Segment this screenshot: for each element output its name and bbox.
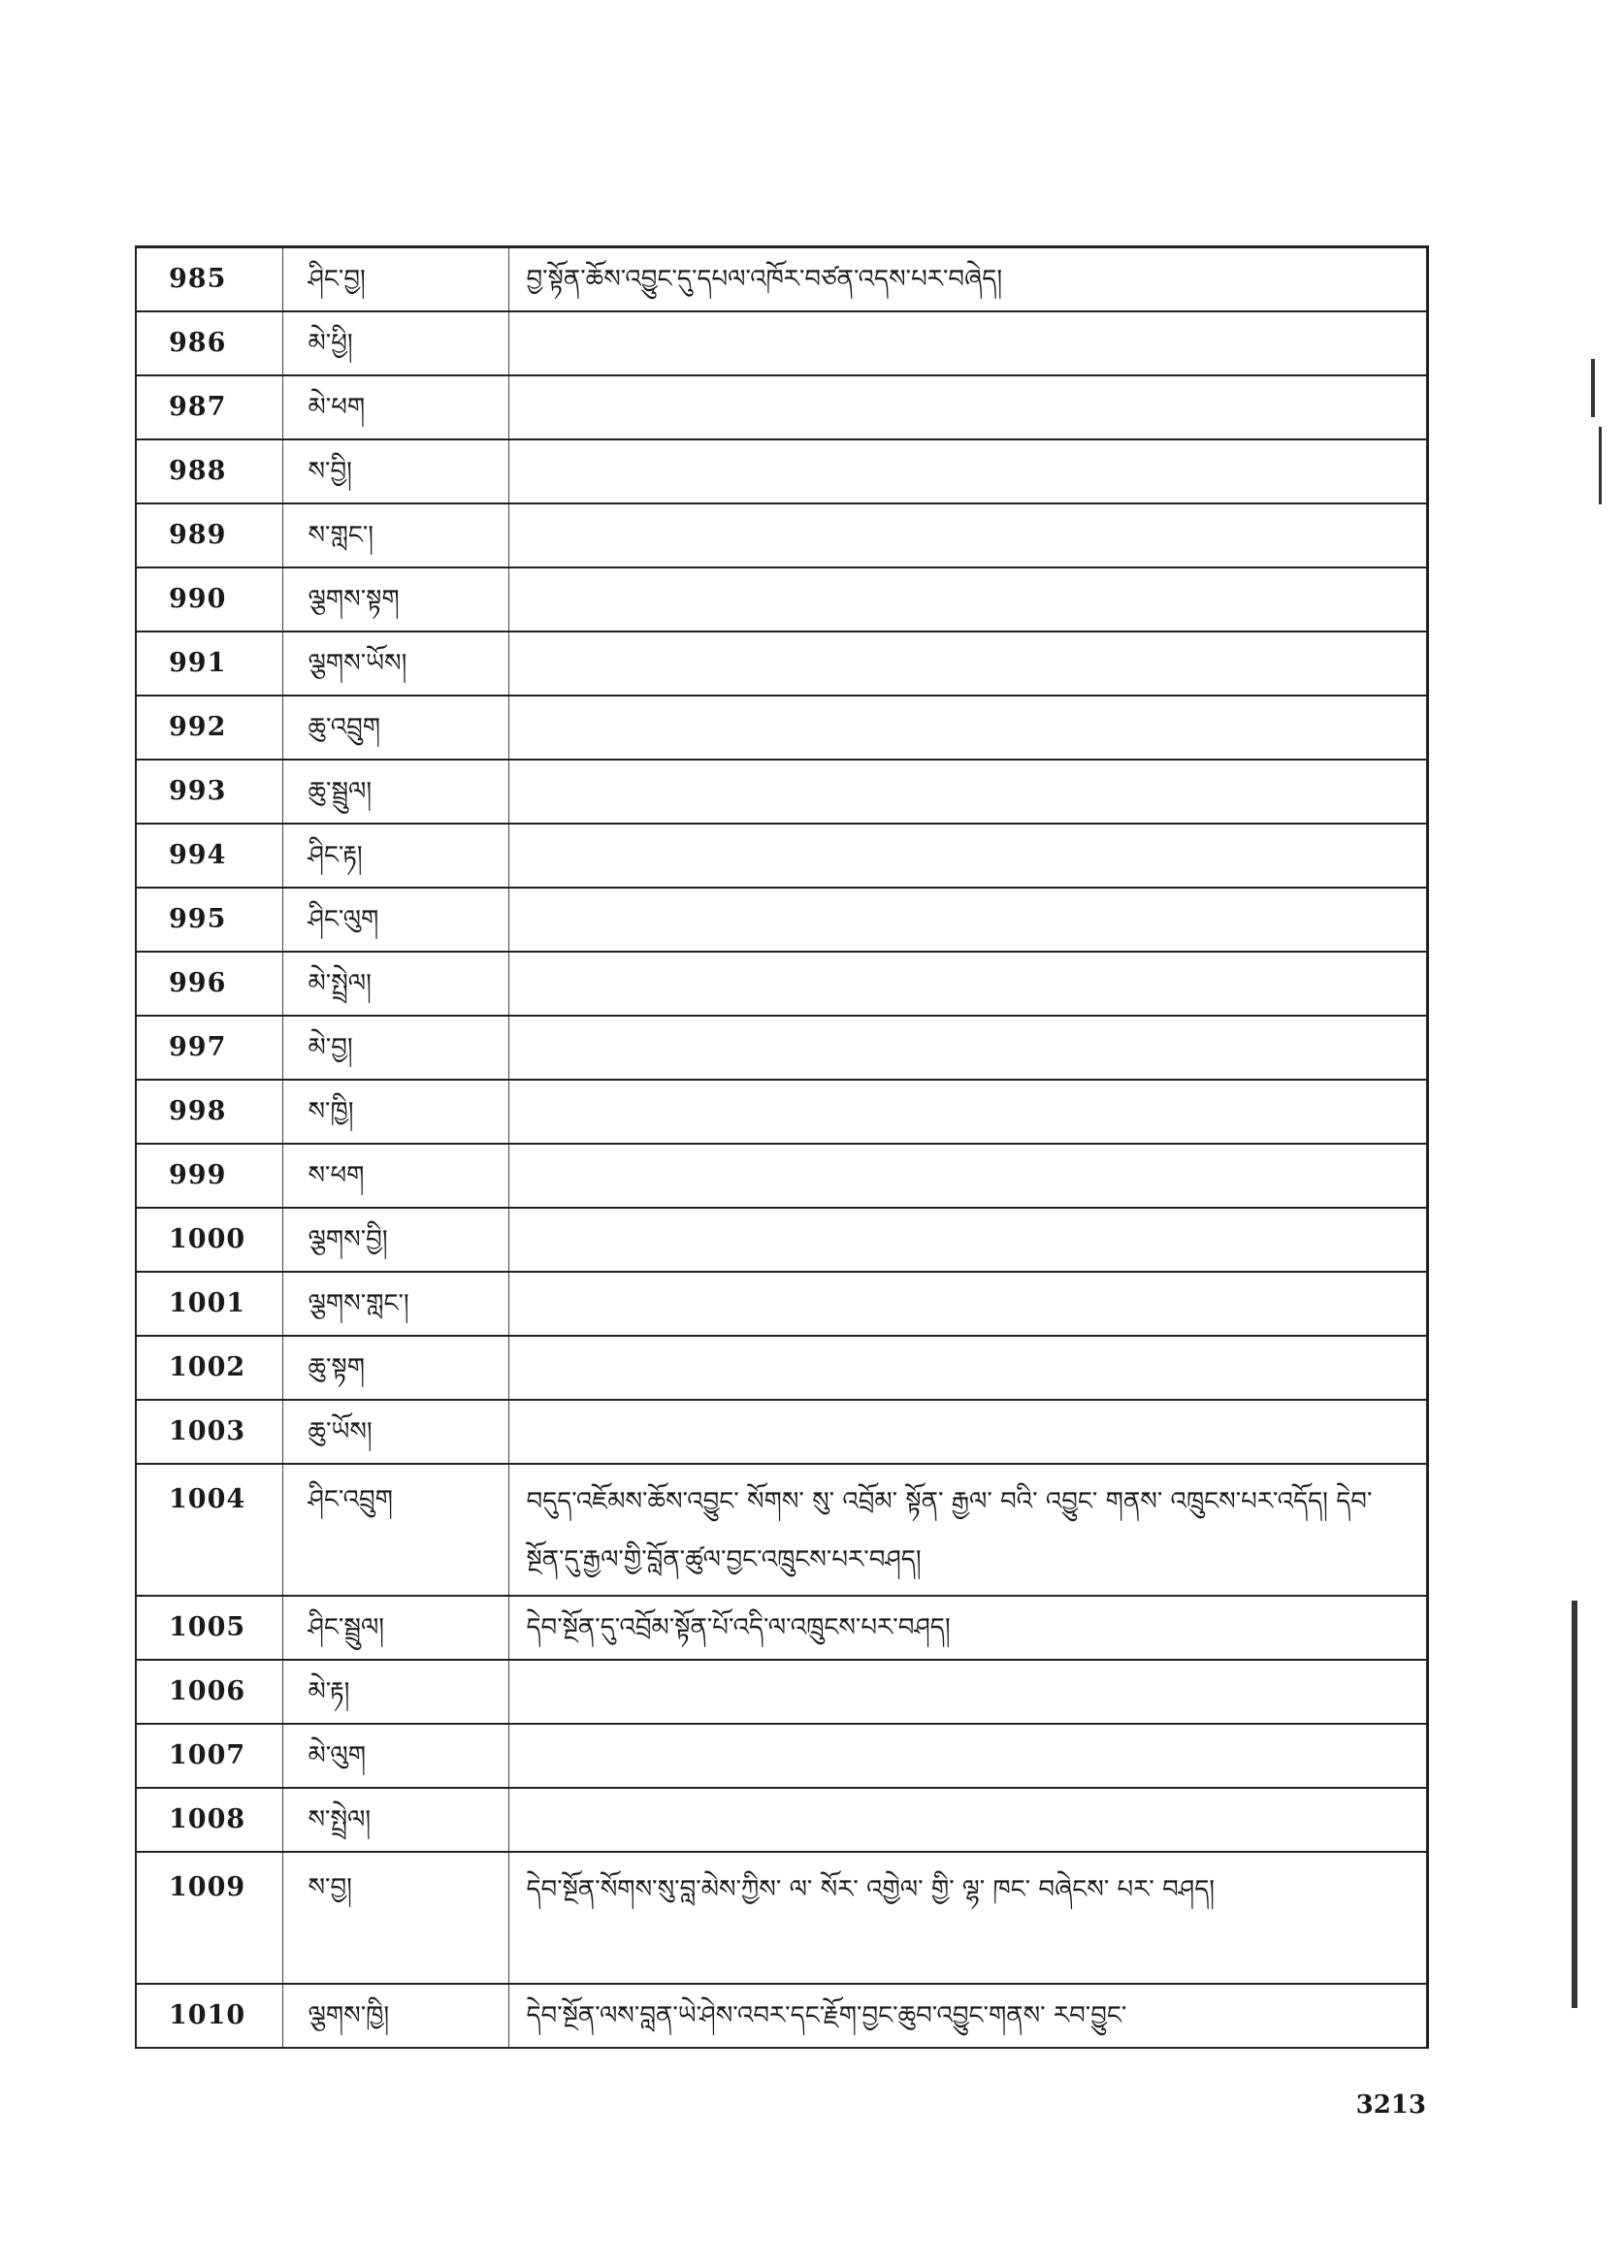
year-name-cell: ལྕགས་གླང་། <box>282 1272 508 1336</box>
table-row <box>136 1144 1427 1208</box>
table-row <box>136 1208 1427 1272</box>
table-row <box>136 1464 1427 1596</box>
table-row <box>136 1272 1427 1336</box>
note-cell <box>508 1724 1427 1788</box>
year-number-cell: 987 <box>136 375 282 439</box>
scan-mark <box>1572 1601 1577 2008</box>
year-number-cell: 989 <box>136 503 282 567</box>
table-row <box>136 888 1427 952</box>
year-number-cell: 1006 <box>136 1660 282 1724</box>
year-number-cell: 994 <box>136 824 282 888</box>
note-cell <box>508 311 1427 375</box>
year-name-cell: མེ་ཕག <box>282 375 508 439</box>
note-cell <box>508 760 1427 824</box>
note-cell <box>508 952 1427 1016</box>
table-row <box>136 311 1427 375</box>
table-row <box>136 1016 1427 1080</box>
year-number-cell: 993 <box>136 760 282 824</box>
year-number-cell: 1005 <box>136 1596 282 1660</box>
table-row <box>136 824 1427 888</box>
note-cell <box>508 696 1427 760</box>
note-cell <box>508 1788 1427 1852</box>
year-name-cell: ཤིང་འབྲུག <box>282 1464 508 1596</box>
note-cell <box>508 632 1427 696</box>
note-cell <box>508 1016 1427 1080</box>
year-name-cell: ས་ཁྱི། <box>282 1080 508 1144</box>
table-row <box>136 1788 1427 1852</box>
year-number-cell: 1003 <box>136 1400 282 1464</box>
page-number: 3213 <box>1355 2090 1426 2120</box>
year-name-cell: ཆུ་སྦྲུལ། <box>282 760 508 824</box>
table-row <box>136 1596 1427 1660</box>
table-row <box>136 632 1427 696</box>
year-name-cell: མེ་ལུག <box>282 1724 508 1788</box>
table-row <box>136 1336 1427 1400</box>
table-row <box>136 503 1427 567</box>
year-name-cell: མེ་བྱ། <box>282 1016 508 1080</box>
table-row <box>136 1852 1427 1984</box>
table-row <box>136 952 1427 1016</box>
note-cell: དེབ་སྔོན་སོགས་སུ་བླ་མེས་ཀྱིས་ ལ་ སོར་ འགྱེལ་ གྱི་ ལྷ་ ཁང་ བཞེངས་ པར་ བཤད། <box>508 1852 1427 1984</box>
table-row <box>136 567 1427 632</box>
note-cell <box>508 1080 1427 1144</box>
year-number-cell: 996 <box>136 952 282 1016</box>
note-cell <box>508 375 1427 439</box>
year-number-cell: 990 <box>136 567 282 632</box>
year-name-cell: ས་སྤྲེལ། <box>282 1788 508 1852</box>
year-number-cell: 1001 <box>136 1272 282 1336</box>
year-name-cell: མེ་ཕྱི། <box>282 311 508 375</box>
table-row <box>136 760 1427 824</box>
year-name-cell: ས་གླང་། <box>282 503 508 567</box>
chronology-table <box>135 245 1429 2049</box>
year-name-cell: ཤིང་སྦྲུལ། <box>282 1596 508 1660</box>
note-cell: བྱ་སྟོན་ཆོས་འབྱུང་དུ་དཔལ་འཁོར་བཙན་འདས་པར་བཞེད། <box>508 247 1427 311</box>
year-name-cell: ལྕགས་སྟག <box>282 567 508 632</box>
year-number-cell: 1009 <box>136 1852 282 1984</box>
year-number-cell: 985 <box>136 247 282 311</box>
year-number-cell: 997 <box>136 1016 282 1080</box>
note-cell <box>508 1144 1427 1208</box>
year-number-cell: 1008 <box>136 1788 282 1852</box>
year-number-cell: 1007 <box>136 1724 282 1788</box>
year-name-cell: ས་བྱ། <box>282 1852 508 1984</box>
year-number-cell: 1002 <box>136 1336 282 1400</box>
year-number-cell: 998 <box>136 1080 282 1144</box>
year-name-cell: མེ་སྤྲེལ། <box>282 952 508 1016</box>
note-cell <box>508 567 1427 632</box>
scan-mark <box>1591 359 1595 417</box>
note-cell <box>508 1660 1427 1724</box>
table-body <box>136 247 1427 2048</box>
table-row <box>136 375 1427 439</box>
year-name-cell: ས་བྱི། <box>282 439 508 503</box>
year-name-cell: ས་ཕག <box>282 1144 508 1208</box>
note-cell <box>508 1272 1427 1336</box>
note-cell <box>508 439 1427 503</box>
year-name-cell: ལྕགས་ཡོས། <box>282 632 508 696</box>
year-number-cell: 1010 <box>136 1984 282 2048</box>
year-name-cell: ཆུ་ཡོས། <box>282 1400 508 1464</box>
year-name-cell: ལྕགས་བྱི། <box>282 1208 508 1272</box>
year-name-cell: མེ་རྟ། <box>282 1660 508 1724</box>
year-number-cell: 1000 <box>136 1208 282 1272</box>
table-row <box>136 1984 1427 2048</box>
year-number-cell: 988 <box>136 439 282 503</box>
year-number-cell: 995 <box>136 888 282 952</box>
scan-mark <box>1599 427 1602 504</box>
table-row <box>136 1660 1427 1724</box>
year-name-cell: ལྕགས་ཁྱི། <box>282 1984 508 2048</box>
year-name-cell: ཆུ་སྟག <box>282 1336 508 1400</box>
year-number-cell: 991 <box>136 632 282 696</box>
year-number-cell: 1004 <box>136 1464 282 1596</box>
note-cell <box>508 1400 1427 1464</box>
note-cell: བདུད་འཇོམས་ཆོས་འབྱུང་ སོགས་ སུ་ འབྲོམ་ སྟོན་ རྒྱལ་ བའི་ འབྱུང་ གནས་ འཁྲུངས་པར་འདོད། དེབ་ སྔོན་དུ་རྒྱལ་གྱི་བློན་ཚུལ་བྱང་འཁྲུངས་པར་བཤད། <box>508 1464 1427 1596</box>
year-number-cell: 999 <box>136 1144 282 1208</box>
note-cell <box>508 1336 1427 1400</box>
table-row <box>136 696 1427 760</box>
note-cell: དེབ་སྔོན་ལས་བླན་ཡེ་ཤེས་འབར་དང་རྗོག་བྱང་ཆུབ་འབྱུང་གནས་ རབ་བྱུང་ <box>508 1984 1427 2048</box>
table-row <box>136 439 1427 503</box>
year-name-cell: ཤིང་རྟ། <box>282 824 508 888</box>
year-number-cell: 992 <box>136 696 282 760</box>
note-cell <box>508 888 1427 952</box>
note-cell <box>508 1208 1427 1272</box>
year-name-cell: ཤིང་ལུག <box>282 888 508 952</box>
table-row <box>136 1400 1427 1464</box>
note-cell <box>508 503 1427 567</box>
table-row <box>136 247 1427 311</box>
year-number-cell: 986 <box>136 311 282 375</box>
year-name-cell: ཤིང་བྱ། <box>282 247 508 311</box>
note-cell <box>508 824 1427 888</box>
note-cell: དེབ་སྔོན་དུ་འབྲོམ་སྟོན་པོ་འདི་ལ་འཁྲུངས་པར་བཤད། <box>508 1596 1427 1660</box>
year-name-cell: ཆུ་འབྲུག <box>282 696 508 760</box>
table-row <box>136 1080 1427 1144</box>
table-row <box>136 1724 1427 1788</box>
